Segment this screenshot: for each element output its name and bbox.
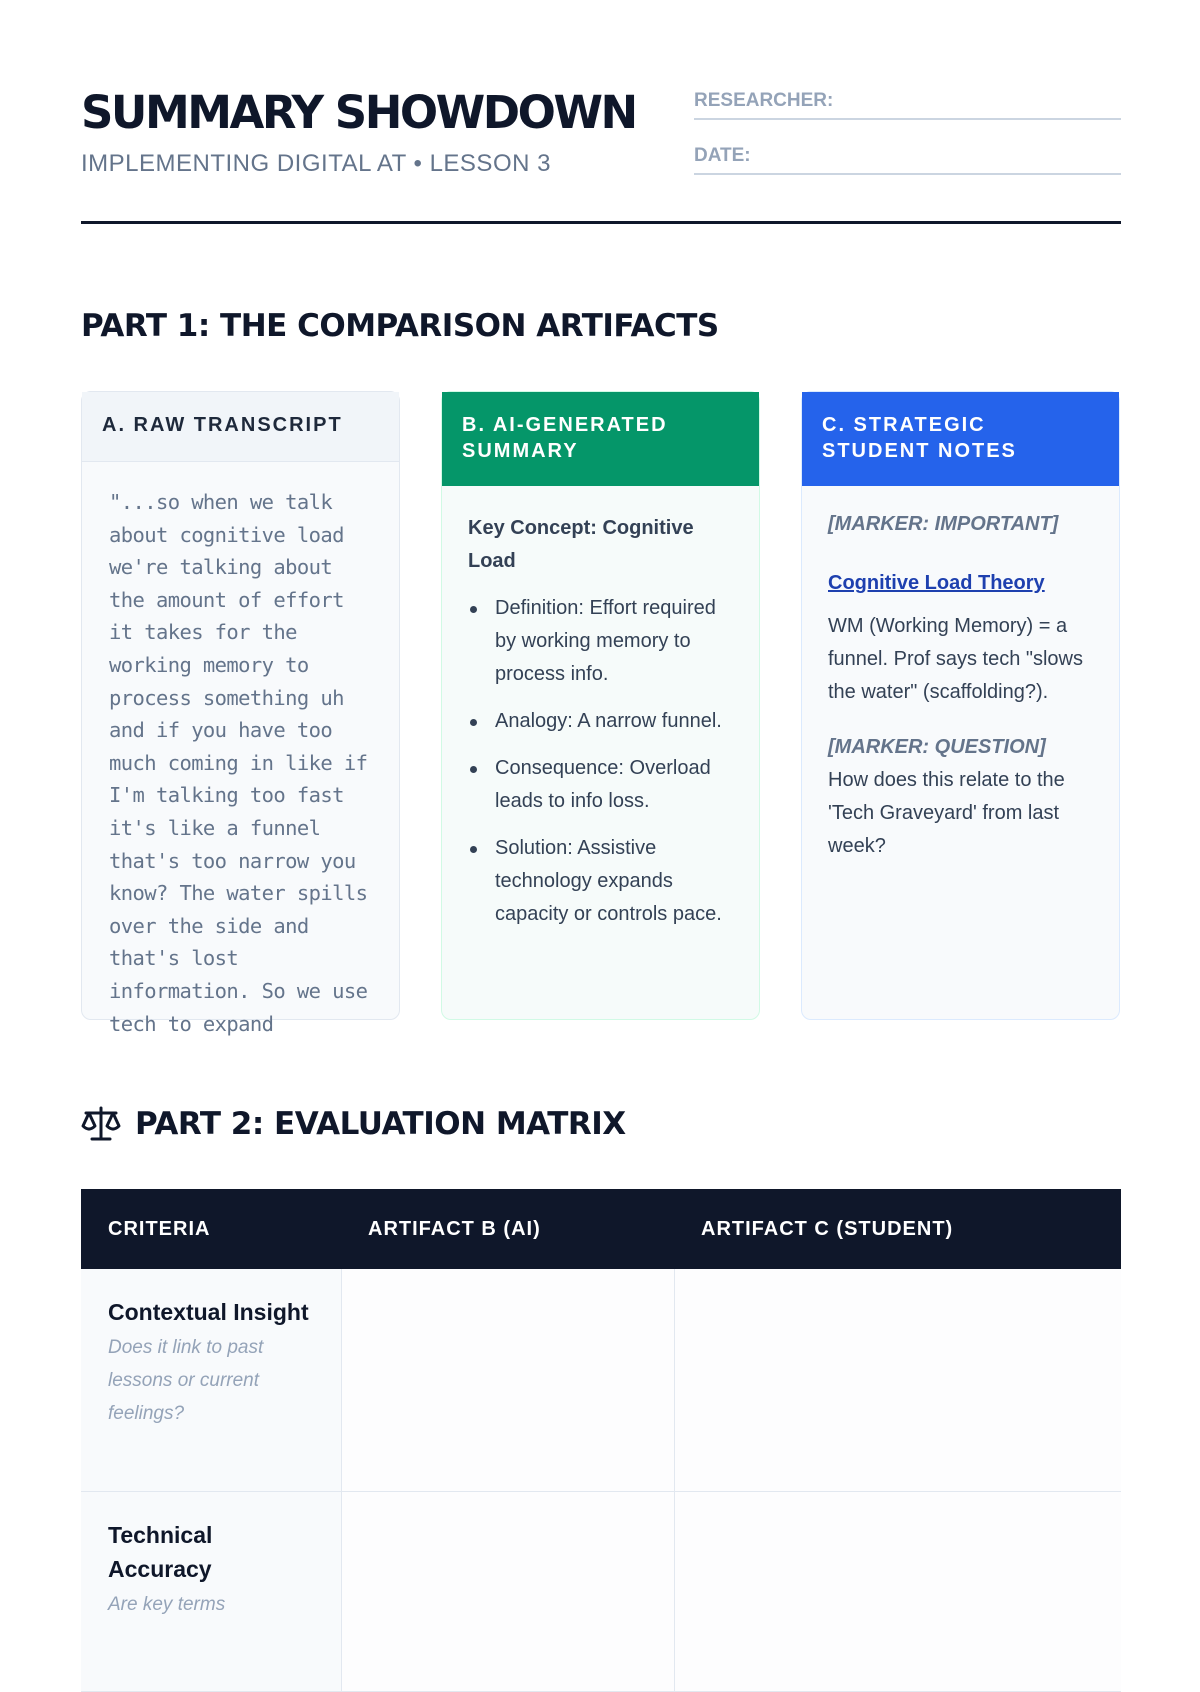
- researcher-label: RESEARCHER:: [694, 90, 834, 111]
- criteria-title: Contextual Insight: [108, 1299, 309, 1325]
- artifact-b-response-cell[interactable]: [341, 1269, 674, 1491]
- criteria-cell: [81, 1269, 341, 1491]
- notes-paragraph: WM (Working Memory) = a funnel. Prof says tech "slows the water" (scaffolding?).: [828, 615, 1083, 703]
- ai-summary-card: [441, 391, 760, 1020]
- evaluation-matrix: [81, 1189, 1121, 1692]
- table-row: [81, 1491, 1121, 1691]
- summary-bullet-consequence: Consequence: Overload leads to info loss.: [468, 752, 733, 818]
- artifact-c-response-cell[interactable]: [674, 1269, 1121, 1491]
- marker-important: [MARKER: IMPORTANT]: [828, 513, 1059, 535]
- criteria-title: Technical Accuracy: [108, 1521, 213, 1582]
- summary-bullet-analogy: Analogy: A narrow funnel.: [468, 705, 733, 738]
- marker-question: [MARKER: QUESTION]: [828, 736, 1046, 758]
- part2-heading-text: PART 2: EVALUATION MATRIX: [135, 1106, 626, 1142]
- ai-summary-body: [442, 486, 759, 931]
- summary-bullets: [468, 592, 733, 931]
- notes-topic-link[interactable]: Cognitive Load Theory: [828, 572, 1045, 594]
- researcher-field[interactable]: [694, 88, 1121, 120]
- page-title: SUMMARY SHOWDOWN: [81, 86, 636, 139]
- ai-summary-title: B. AI-GENERATED SUMMARY: [442, 392, 759, 486]
- page-header: [81, 80, 1121, 224]
- date-label: DATE:: [694, 145, 751, 166]
- summary-bullet-definition: Definition: Effort required by working memory to process info.: [468, 592, 733, 691]
- raw-transcript-card: [81, 391, 400, 1036]
- student-notes-title: C. STRATEGIC STUDENT NOTES: [802, 392, 1119, 486]
- criteria-cell: [81, 1491, 341, 1691]
- part1-heading: PART 1: THE COMPARISON ARTIFACTS: [81, 308, 719, 344]
- column-header-artifact-b: ARTIFACT B (AI): [341, 1189, 674, 1269]
- date-field[interactable]: [694, 143, 1121, 175]
- page-subtitle: IMPLEMENTING DIGITAL AT • LESSON 3: [81, 150, 551, 177]
- artifact-c-response-cell[interactable]: [674, 1491, 1121, 1691]
- key-concept: Key Concept: Cognitive Load: [468, 517, 694, 572]
- notes-question: How does this relate to the 'Tech Graveyard' from last week?: [828, 769, 1065, 857]
- student-notes-body: [802, 486, 1119, 863]
- column-header-criteria: CRITERIA: [81, 1189, 341, 1269]
- column-header-artifact-c: ARTIFACT C (STUDENT): [674, 1189, 1121, 1269]
- criteria-description: Are key terms: [108, 1593, 226, 1615]
- part2-heading: [81, 1104, 626, 1144]
- criteria-description: Does it link to past lessons or current feelings?: [108, 1337, 264, 1424]
- raw-transcript-title: A. RAW TRANSCRIPT: [82, 392, 399, 462]
- table-row: [81, 1269, 1121, 1491]
- student-notes-card: [801, 391, 1120, 1020]
- raw-transcript-text[interactable]: "...so when we talk about cognitive load we're talking about the amount of effort it takes for the working memory to process something uh and if you have too much coming in like if I'm talking too fast it's like a funnel that's too narrow you know? The water spills over the side and that's lost information. So we use tech to expand: [109, 490, 368, 1036]
- summary-bullet-solution: Solution: Assistive technology expands capacity or controls pace.: [468, 832, 733, 931]
- scale-icon: [81, 1104, 121, 1144]
- artifact-b-response-cell[interactable]: [341, 1491, 674, 1691]
